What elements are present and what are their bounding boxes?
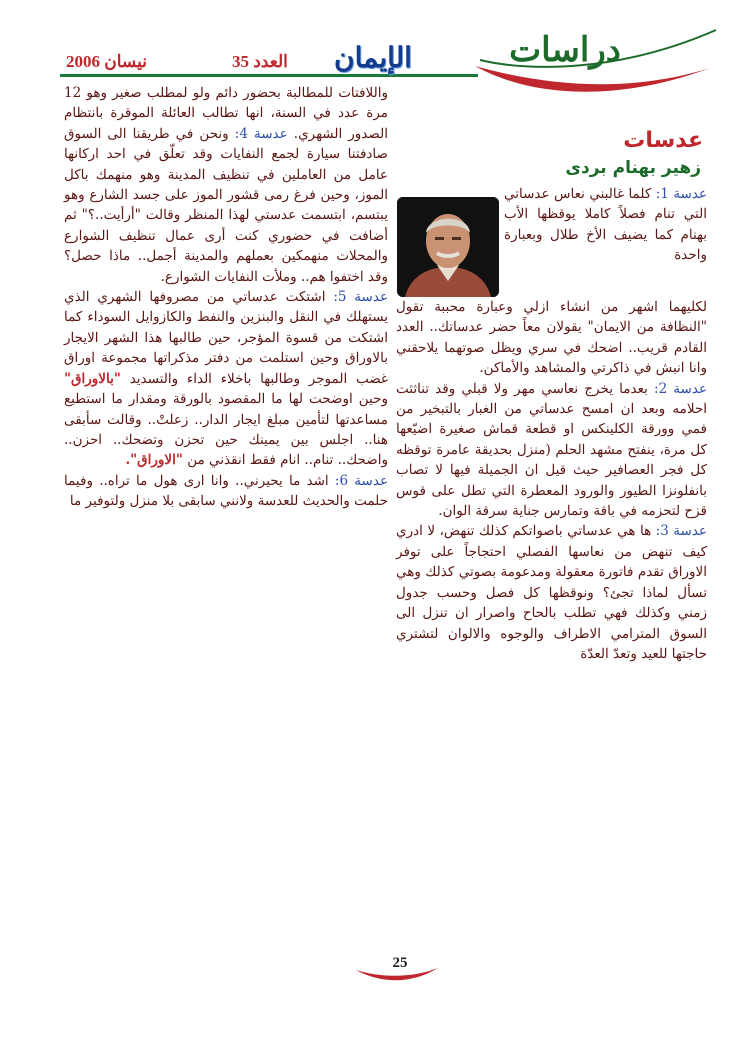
lens-label: عدسة 5: <box>333 289 388 306</box>
paragraph-text: ونحن في طريقنا الى السوق صادفتنا سيارة لجمع النفايات وقد تعلّق في احد اركانها عامل من العاملين في تنظيف المدينة وهو منهمك باكل الموز، وحين فرغ رمى قشور الموز على جسد الشارع وهو يبتسم، ابتسمت عدستي لهذا المنظر وقالت "أرأيت..؟" ثم أضافت في حضوري كنت أرى عمال تنظيف الشوارع والمحلات منهمكين بعملهم والمدينة أجمل.. ماذا حصل؟ وقد اختفوا هم.. وملأت النفايات الشوارع. <box>64 125 388 285</box>
paragraph-text: اشتكت عدساتي من مصروفها الشهري الذي يستهلك في النقل والبنزين والنفط والكازوايل السوداء كما اشتكت من قسوة المؤجر، حين طالبها هذا الشهر الايجار بالاوراق وحين استلمت من دفتر مذكراتها مجموعة اوراق غضب الموجر وطالبها باخلاء الداء والتسديد <box>64 289 388 387</box>
paragraph-text: ها هي عدساتي باصواتكم كذلك تنهض، لا ادري كيف تنهض من نعاسها الفصلي احتجاجاً على توفر الاوراق تقدم فاتورة معقولة ومدعومة بصوتي كذلك وهي تسأل لماذا تجئ؟ ونوقظها كل فصل وحسب جدول زمني وكذلك فهي تطلب بالحاح واصرار ان تنزل الى السوق المترامي الاطراف والوجوه والالوان لتشتري حاجتها للعيد وتعدّ العدّة <box>396 523 707 662</box>
article-column-left <box>64 83 388 512</box>
page-number: 25 <box>392 955 408 971</box>
paragraph-text: لكليهما اشهر من انشاء ازلي وعبارة محببة تقول "النظافة من الايمان" يقولان معاً حضر عدساتك.. العدد القادم قريب.. اضحك في سري ويظل صوتهما يلاحقني وانا انبش في ذاكرتي والمشاهد والأماكن. <box>396 299 707 377</box>
author-name: زهير بهنام بردى <box>565 158 701 178</box>
author-photo <box>397 197 499 297</box>
paragraph <box>396 521 707 664</box>
paragraph <box>396 297 707 379</box>
paragraph <box>64 83 388 287</box>
lens-label: عدسة 3: <box>655 523 707 540</box>
paragraph-text: بعدما يخرج نعاسي مهر ولا قبلي وقد تناثثت احلامه وبعد ان امسح عدساتي من الغبار بالتبخير من فمي وورقة الكلينكس او قطعة قماش صغيرة اضيّعها كل مرة، ينفتح مشهد الحلم (منزل بحديقة عامرة توقظه كل فجر العصافير حيث قيل ان الجميلة فيها لا تصاب بانفلونزا الطيور والورود المعطرة التي تطل على قوس قزح لتحزمه في باقة وتمارس جناية سرقة الوان. <box>396 380 707 520</box>
paragraph <box>504 184 707 266</box>
paragraph-text: اشد ما يحيرني.. وانا ارى هول ما تراه.. وفيما حلمت والحديث للعدسة ولانني سابقى بلا منزل ولتوفير ما <box>64 472 388 510</box>
highlight-text: "بالاوراق" <box>64 370 121 387</box>
paragraph-text: واللافتات للمطالبة بحضور دائم ولو لمطلب صغير وهو 12 مرة عدد في السنة، انها تطالب العائلة الموقرة بانتظام الصدور الشهري. <box>64 85 388 142</box>
article-title: عدسات <box>623 128 703 153</box>
article-column-right <box>396 297 707 664</box>
paragraph <box>64 471 388 512</box>
magazine-logo: الإيمان <box>334 41 412 74</box>
paragraph-text: كلما غالبني نعاس عدساتي التي تنام فصلاً كاملا يوقظها الأب بهنام كما يضيف الأخ طلال وبعبارة واحدة <box>504 186 707 264</box>
portrait-icon <box>397 197 499 297</box>
paragraph-text: وحين اوضحت لها ما المقصود بالورقة ومقدار ما استطيع مساعدتها لتأمين مبلغ ايجار الدار.. زعلتْ.. وقالت سأبقى هنا.. اجلس بين يمينك حين تحزن وتضحك.. احزن.. واضحك.. تنام.. انام فقط انقذني من <box>64 391 388 469</box>
lens-label: عدسة 6: <box>334 472 388 489</box>
issue-date: نيسان 2006 <box>66 52 147 71</box>
lens-label: عدسة 2: <box>654 380 708 397</box>
article-column-right-top <box>504 184 707 266</box>
lens-label: عدسة 4: <box>234 125 288 142</box>
highlight-text: "الاوراق". <box>125 452 183 469</box>
paragraph <box>64 287 388 471</box>
section-title: دراسات <box>509 30 621 70</box>
paragraph <box>396 379 707 522</box>
lens-label: عدسة 1: <box>655 186 708 202</box>
issue-number: العدد 35 <box>232 52 288 71</box>
